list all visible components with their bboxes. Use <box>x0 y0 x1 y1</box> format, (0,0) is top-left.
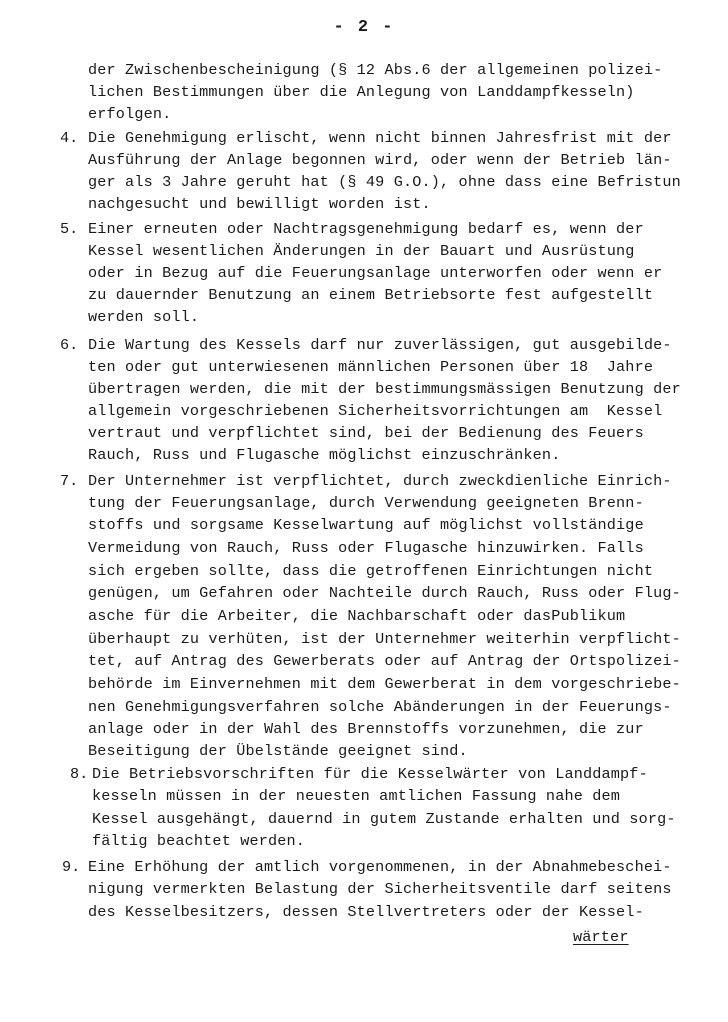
text-line: der Zwischenbescheinigung (§ 12 Abs.6 der allgemeinen polizei- <box>88 61 663 79</box>
text-line: des Kesselbesitzers, dessen Stellvertreters oder der Kessel- <box>88 903 644 921</box>
text-line: nen Genehmigungsverfahren solche Abänderungen in der Feuerungs- <box>88 698 672 716</box>
text-line: tet, auf Antrag des Gewerberats oder auf Antrag der Ortspolizei- <box>88 652 681 670</box>
text-line: ger als 3 Jahre geruht hat (§ 49 G.O.), ohne dass eine Befristun <box>88 173 681 191</box>
text-line: zu dauernder Benutzung an einem Betriebsorte fest aufgestellt <box>88 286 654 304</box>
item-number: 5. <box>60 220 79 238</box>
text-line: lichen Bestimmungen über die Anlegung von Landdampfkesseln) <box>88 83 635 101</box>
text-line: überhaupt zu verhüten, ist der Unternehmer weiterhin verpflicht- <box>88 630 681 648</box>
text-line: allgemein vorgeschriebenen Sicherheitsvorrichtungen am Kessel <box>88 402 663 420</box>
item-number: 9. <box>62 858 81 876</box>
text-line: oder in Bezug auf die Feuerungsanlage unterworfen oder wenn er <box>88 264 663 282</box>
text-line: nachgesucht und bewilligt worden ist. <box>88 195 431 213</box>
text-line: Einer erneuten oder Nachtragsgenehmigung bedarf es, wenn der <box>88 220 644 238</box>
text-line: asche für die Arbeiter, die Nachbarschaft oder dasPublikum <box>88 607 626 625</box>
text-line: Die Genehmigung erlischt, wenn nicht binnen Jahresfrist mit der <box>88 129 672 147</box>
text-line: behörde im Einvernehmen mit dem Gewerberat in dem vorgeschriebe- <box>88 675 681 693</box>
text-line: erfolgen. <box>88 105 172 123</box>
catchword: wärter <box>573 928 629 946</box>
text-line: anlage oder in der Wahl des Brennstoffs vorzunehmen, die zur <box>88 720 644 738</box>
text-line: nigung vermerkten Belastung der Sicherheitsventile darf seitens <box>88 880 672 898</box>
text-line: fältig beachtet werden. <box>92 832 306 850</box>
text-line: vertraut und verpflichtet sind, bei der Bedienung des Feuers <box>88 424 644 442</box>
item-number: 8. <box>70 765 89 783</box>
item-number: 7. <box>60 472 79 490</box>
text-line: Rauch, Russ und Flugasche möglichst einzuschränken. <box>88 446 561 464</box>
item-number: 4. <box>60 129 79 147</box>
text-line: übertragen werden, die mit der bestimmungsmässigen Benutzung der <box>88 380 681 398</box>
text-line: genügen, um Gefahren oder Nachteile durch Rauch, Russ oder Flug- <box>88 584 681 602</box>
text-line: Kessel ausgehängt, dauernd in gutem Zustande erhalten und sorg- <box>92 810 676 828</box>
text-line: Ausführung der Anlage begonnen wird, oder wenn der Betrieb län- <box>88 151 672 169</box>
text-line: Der Unternehmer ist verpflichtet, durch zweckdienliche Einrich- <box>88 472 672 490</box>
text-line: Die Wartung des Kessels darf nur zuverlässigen, gut ausgebilde- <box>88 336 672 354</box>
text-line: ten oder gut unterwiesenen männlichen Personen über 18 Jahre <box>88 358 654 376</box>
text-line: Die Betriebsvorschriften für die Kesselwärter von Landdampf- <box>92 765 648 783</box>
text-line: stoffs und sorgsame Kesselwartung auf möglichst vollständige <box>88 516 644 534</box>
text-line: Beseitigung der Übelstände geeignet sind. <box>88 742 468 760</box>
page-number: - 2 - <box>333 18 395 37</box>
text-line: werden soll. <box>88 308 200 326</box>
text-line: kesseln müssen in der neuesten amtlichen Fassung nahe dem <box>92 787 621 805</box>
text-line: Eine Erhöhung der amtlich vorgenommenen, in der Abnahmebeschei- <box>88 858 672 876</box>
text-line: tung der Feuerungsanlage, durch Verwendung geeigneten Brenn- <box>88 494 644 512</box>
text-line: Vermeidung von Rauch, Russ oder Flugasche hinzuwirken. Falls <box>88 539 644 557</box>
item-number: 6. <box>60 336 79 354</box>
text-line: Kessel wesentlichen Änderungen in der Bauart und Ausrüstung <box>88 242 635 260</box>
text-line: sich ergeben sollte, dass die getroffenen Einrichtungen nicht <box>88 562 654 580</box>
